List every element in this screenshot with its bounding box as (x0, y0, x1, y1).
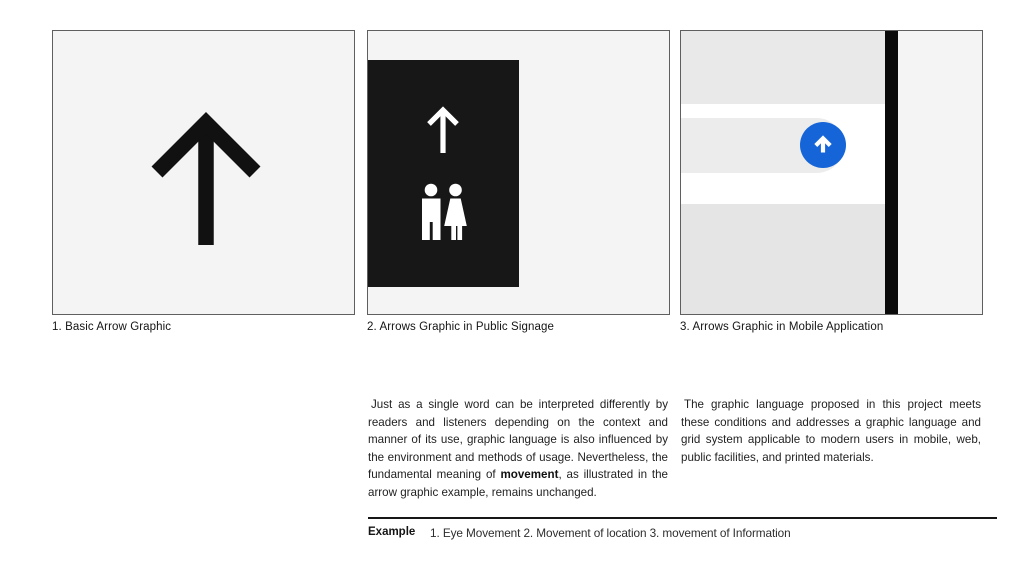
panel-basic-arrow (52, 30, 355, 315)
send-button (800, 122, 846, 168)
signage-pictograms (368, 60, 519, 287)
up-arrow-icon (429, 110, 457, 153)
up-arrow-icon (53, 31, 355, 315)
phone-screen-edge (885, 31, 898, 315)
panel-public-signage (367, 30, 670, 315)
paragraph-context (368, 396, 668, 502)
divider-line (368, 517, 997, 519)
woman-icon (444, 184, 467, 240)
paragraph-project: The graphic language proposed in this project meets these conditions and addresses a graphic language and grid system applicable to modern users in mobile, web, public facilities, and printed materials. (681, 398, 981, 464)
paragraph-context-tail: , as illustrated in the arrow graphic example, remains unchanged. (368, 468, 668, 499)
caption-basic-arrow: 1. Basic Arrow Graphic (52, 321, 172, 333)
phone-top-area (681, 31, 885, 104)
send-up-arrow-icon (809, 131, 837, 159)
caption-public-signage: 2. Arrows Graphic in Public Signage (367, 321, 554, 333)
movement-keyword: movement (500, 468, 559, 482)
keyboard (681, 204, 885, 315)
example-label: Example (368, 526, 416, 538)
example-items: 1. Eye Movement 2. Movement of location 3. movement of Information (430, 526, 791, 540)
man-icon (422, 184, 441, 240)
paragraph-context-text: Just as a single word can be interpreted differently by readers and listeners depending on the context and manner of its use, graphic language is also influenced by the environment and methods of usage. Nevertheless, the fundamental meaning of (368, 398, 668, 482)
signage-board (368, 60, 519, 287)
caption-mobile-application: 3. Arrows Graphic in Mobile Application (680, 321, 884, 333)
panel-mobile-application (680, 30, 983, 315)
